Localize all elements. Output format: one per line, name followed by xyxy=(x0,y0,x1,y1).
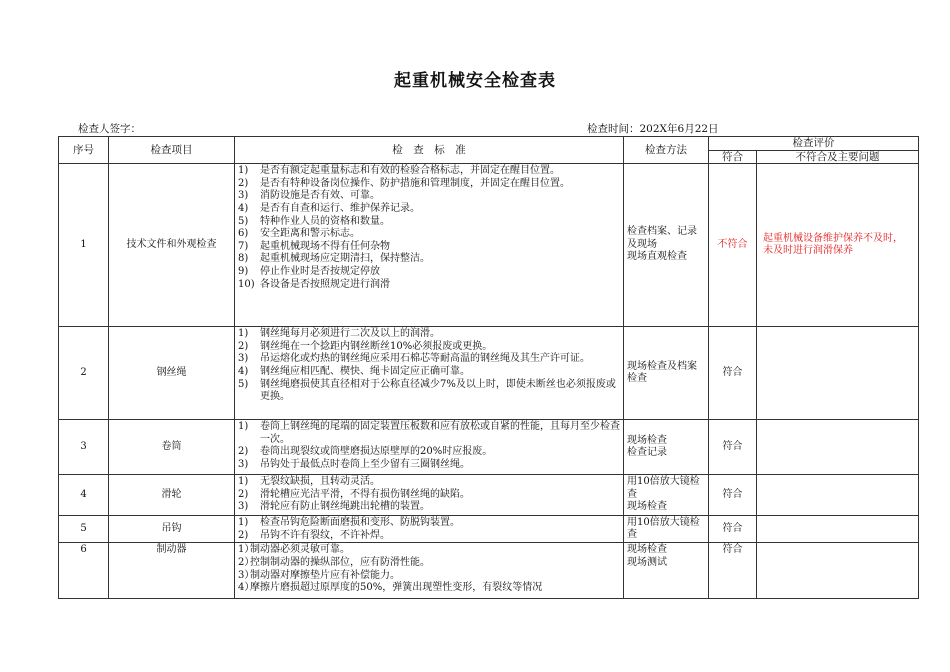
standard-item xyxy=(238,501,620,514)
standard-item xyxy=(238,279,620,292)
table-row xyxy=(59,327,919,420)
standard-number: 3) xyxy=(238,190,249,202)
standard-number: 2) xyxy=(238,529,249,541)
standard-number: 6) xyxy=(238,228,249,240)
standard-number: 5) xyxy=(238,378,249,390)
table-row xyxy=(59,420,919,475)
standard-text: 安全距离和警示标志。 xyxy=(260,228,360,240)
row-number: 4 xyxy=(59,475,109,516)
standard-item xyxy=(238,557,620,570)
standard-item xyxy=(238,489,620,502)
standard-item xyxy=(238,253,620,266)
standard-text: 吊运熔化或灼热的钢丝绳应采用石棉芯等耐高温的钢丝绳及其生产许可证。 xyxy=(260,353,590,365)
standard-number: 1) xyxy=(238,328,249,340)
standard-item xyxy=(238,582,620,595)
standard-text: 是否有特种设备岗位操作、防护措施和管理制度，并固定在醒目位置。 xyxy=(260,177,570,189)
standard-number: 1) xyxy=(238,517,249,529)
check-standard xyxy=(235,543,624,599)
header-row-1 xyxy=(59,137,919,151)
standard-item xyxy=(238,328,620,341)
standard-text: 是否有额定起重量标志和有效的检验合格标志，并固定在醒目位置。 xyxy=(260,165,560,177)
standard-item xyxy=(238,203,620,216)
check-standard xyxy=(235,164,624,327)
row-number: 6 xyxy=(59,543,109,599)
standard-item xyxy=(238,190,620,203)
standard-item xyxy=(238,459,620,472)
header-no: 序号 xyxy=(59,137,109,164)
header-item: 检查项目 xyxy=(109,137,235,164)
check-method: 检查档案、记录及现场 现场直观检查 xyxy=(624,164,709,327)
standard-number: 9) xyxy=(238,265,249,277)
check-standard xyxy=(235,516,624,543)
row-number: 2 xyxy=(59,327,109,420)
standard-number: 2） xyxy=(238,556,255,568)
table-row xyxy=(59,543,919,599)
standard-text: 是否有自查和运行、维护保养记录。 xyxy=(260,202,420,214)
standard-text: 滑轮应有防止钢丝绳跳出轮槽的装置。 xyxy=(260,501,430,513)
standard-number: 1) xyxy=(238,476,249,488)
check-item: 技术文件和外观检查 xyxy=(109,164,235,327)
standard-item xyxy=(238,366,620,379)
check-method: 现场检查及档案检查 xyxy=(624,327,709,420)
standard-text: 消防设施是否有效、可靠。 xyxy=(260,190,380,202)
check-standard xyxy=(235,420,624,475)
row-number: 3 xyxy=(59,420,109,475)
standard-number: 3） xyxy=(238,569,255,581)
standard-text: 钢丝绳磨损使其直径相对于公称直径减少7%及以上时，即使未断丝也必须报废或更换。 xyxy=(260,378,616,403)
conform-status: 符合 xyxy=(709,420,757,475)
standard-text: 钢丝绳每月必须进行二次及以上的润滑。 xyxy=(260,328,440,340)
problem-description xyxy=(757,420,919,475)
standard-item xyxy=(238,530,620,543)
header-nonconform: 不符合及主要问题 xyxy=(757,150,919,164)
problem-description xyxy=(757,516,919,543)
standard-text: 卷筒出现裂纹或筒壁磨损达原壁厚的20%时应报废。 xyxy=(260,446,493,458)
header-method: 检查方法 xyxy=(624,137,709,164)
standard-number: 4） xyxy=(238,582,255,594)
conform-status: 符合 xyxy=(709,327,757,420)
standard-text: 吊钩不许有裂纹，不许补焊。 xyxy=(260,529,390,541)
standard-number: 2) xyxy=(238,446,249,458)
document-title: 起重机械安全检查表 xyxy=(394,71,556,91)
conform-status: 符合 xyxy=(709,516,757,543)
header-conform: 符合 xyxy=(709,150,757,164)
standard-number: 4) xyxy=(238,202,249,214)
inspector-signature-label: 检查人签字： xyxy=(78,123,141,135)
standard-number: 8) xyxy=(238,253,249,265)
check-method: 现场检查 现场测试 xyxy=(624,543,709,599)
standard-number: 1) xyxy=(238,165,249,177)
standard-text: 各设备是否按照规定进行润滑 xyxy=(260,278,390,290)
standard-text: 检查吊钩危险断面磨损和变形、防脱钩装置。 xyxy=(260,517,460,529)
standard-text: 摩擦片磨损超过原厚度的50%，弹簧出现塑性变形，有裂纹等情况 xyxy=(250,582,543,594)
conform-status: 符合 xyxy=(709,543,757,599)
check-item: 吊钩 xyxy=(109,516,235,543)
standard-item xyxy=(238,216,620,229)
standard-item xyxy=(238,379,620,404)
standard-number: 7) xyxy=(238,240,249,252)
conform-status: 符合 xyxy=(709,475,757,516)
standard-item xyxy=(238,341,620,354)
check-item: 卷筒 xyxy=(109,420,235,475)
problem-description xyxy=(757,327,919,420)
standard-text: 钢丝绳在一个捻距内钢丝断丝10%必须报废或更换。 xyxy=(260,340,493,352)
standard-number: 3) xyxy=(238,501,249,513)
problem-description xyxy=(757,543,919,599)
standard-item xyxy=(238,544,620,557)
row-number: 1 xyxy=(59,164,109,327)
standard-text: 起重机械现场不得有任何杂物 xyxy=(260,240,390,252)
standard-text: 吊钩处于最低点时卷筒上至少留有三圈钢丝绳。 xyxy=(260,458,470,470)
standard-text: 特种作业人员的资格和数量。 xyxy=(260,215,390,227)
standard-number: 3) xyxy=(238,458,249,470)
standard-item xyxy=(238,476,620,489)
check-item: 滑轮 xyxy=(109,475,235,516)
standard-text: 钢丝绳应相匹配、楔快、绳卡固定应正确可靠。 xyxy=(260,365,470,377)
standard-number: 10) xyxy=(238,278,255,290)
problem-description xyxy=(757,475,919,516)
standard-item xyxy=(238,178,620,191)
standard-number: 5) xyxy=(238,215,249,227)
problem-description: 起重机械设备维护保养不及时，未及时进行润滑保养 xyxy=(757,164,919,327)
standard-item xyxy=(238,421,620,446)
standard-number: 3) xyxy=(238,353,249,365)
inspection-date: 检查时间：202X年6月22日 xyxy=(587,123,719,135)
standard-number: 2) xyxy=(238,177,249,189)
standard-number: 1） xyxy=(238,544,255,556)
standard-item xyxy=(238,165,620,178)
standard-number: 4) xyxy=(238,365,249,377)
standard-number: 2) xyxy=(238,488,249,500)
standard-number: 2) xyxy=(238,340,249,352)
standard-text: 停止作业时是否按规定停放 xyxy=(260,265,380,277)
conform-status: 不符合 xyxy=(709,164,757,327)
row-number: 5 xyxy=(59,516,109,543)
check-method: 用10倍放大镜检查 现场检查 xyxy=(624,475,709,516)
inspection-table xyxy=(58,136,919,599)
check-standard xyxy=(235,327,624,420)
standard-text: 滑轮槽应光洁平滑，不得有损伤钢丝绳的缺陷。 xyxy=(260,488,470,500)
standard-item xyxy=(238,241,620,254)
standard-number: 1) xyxy=(238,421,249,433)
check-item: 制动器 xyxy=(109,543,235,599)
check-method: 用10倍放大镜检查 xyxy=(624,516,709,543)
check-standard xyxy=(235,475,624,516)
table-row xyxy=(59,164,919,327)
header-evaluation: 检查评价 xyxy=(709,137,919,151)
table-row xyxy=(59,475,919,516)
standard-item xyxy=(238,228,620,241)
standard-item xyxy=(238,446,620,459)
check-method: 现场检查 检查记录 xyxy=(624,420,709,475)
standard-item xyxy=(238,353,620,366)
table-row xyxy=(59,516,919,543)
standard-text: 制动器对摩擦垫片应有补偿能力。 xyxy=(250,569,400,581)
standard-item xyxy=(238,570,620,583)
standard-text: 无裂纹缺损，且转动灵活。 xyxy=(260,476,380,488)
standard-text: 控制制动器的操纵部位，应有防滑性能。 xyxy=(250,556,430,568)
standard-text: 起重机械现场应定期清扫，保持整洁。 xyxy=(260,253,430,265)
header-standard: 检 查 标 准 xyxy=(235,137,624,164)
standard-item xyxy=(238,517,620,530)
standard-text: 卷筒上钢丝绳的尾端的固定装置压板数和应有放松或自紧的性能，且每月至少检查一次。 xyxy=(260,421,620,445)
standard-item xyxy=(238,266,620,279)
standard-text: 制动器必须灵敏可靠。 xyxy=(250,544,350,556)
check-item: 钢丝绳 xyxy=(109,327,235,420)
